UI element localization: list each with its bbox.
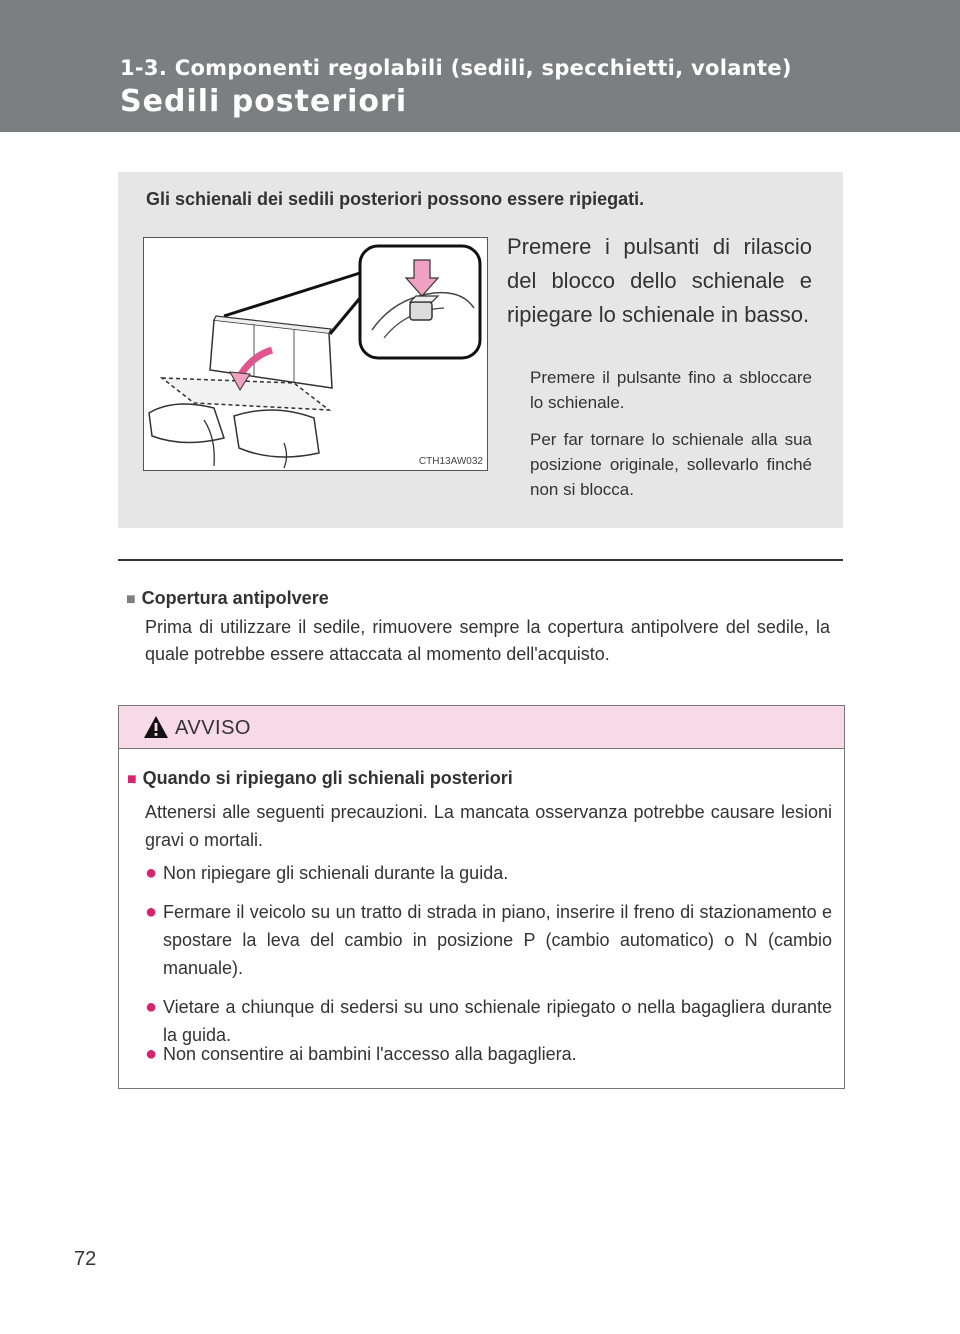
warning-bullet bbox=[145, 898, 832, 982]
warning-subtitle bbox=[127, 768, 513, 789]
warning-intro: Attenersi alle seguenti precauzioni. La mancata osservanza potrebbe causare lesioni gravi o mortali. bbox=[145, 802, 832, 850]
circle-bullet-icon: ● bbox=[145, 901, 158, 923]
note-body: Prima di utilizzare il sedile, rimuovere sempre la copertura antipolvere del sedile, la quale potrebbe essere attaccata al momento dell'acquisto. bbox=[145, 617, 830, 664]
note-title bbox=[126, 588, 329, 609]
instruction-text: Premere i pulsanti di rilascio del blocco dello schienale e ripiegare lo schienale in basso. bbox=[507, 234, 812, 327]
warning-subtitle-text: Quando si ripiegano gli schienali posteriori bbox=[142, 768, 513, 788]
illustration-code: CTH13AW032 bbox=[418, 456, 483, 467]
square-bullet-icon: ■ bbox=[126, 591, 136, 608]
warning-bullet bbox=[145, 859, 832, 887]
warning-label: AVVISO bbox=[175, 717, 251, 739]
square-bullet-icon: ■ bbox=[127, 771, 137, 788]
page-header bbox=[0, 0, 960, 132]
warning-box bbox=[118, 705, 845, 1089]
sub-note-2: Per far tornare lo schienale alla sua posizione originale, sollevarlo finché non si blocca. bbox=[530, 430, 812, 499]
page-title: Sedili posteriori bbox=[120, 84, 408, 119]
warning-bullet-text: Non ripiegare gli schienali durante la guida. bbox=[163, 863, 509, 883]
warning-bullet-text: Fermare il veicolo su un tratto di strada in piano, inserire il freno di stazionamento e spostare la leva del cambio in posizione P (cambio automatico) o N (cambio manuale). bbox=[163, 902, 832, 978]
circle-bullet-icon: ● bbox=[145, 1043, 158, 1065]
sub-note-1: Premere il pulsante fino a sbloccare lo schienale. bbox=[530, 368, 812, 412]
circle-bullet-icon: ● bbox=[145, 996, 158, 1018]
folding-seat-drawing bbox=[144, 238, 487, 470]
note-title-text: Copertura antipolvere bbox=[141, 588, 329, 608]
info-heading: Gli schienali dei sedili posteriori possono essere ripiegati. bbox=[146, 189, 645, 209]
warning-header bbox=[119, 706, 844, 749]
section-divider bbox=[118, 559, 843, 561]
section-label: 1-3. Componenti regolabili (sedili, specchietti, volante) bbox=[120, 56, 792, 80]
info-box bbox=[118, 172, 843, 528]
warning-triangle-icon bbox=[143, 715, 169, 739]
page-number: 72 bbox=[74, 1248, 97, 1270]
circle-bullet-icon: ● bbox=[145, 862, 158, 884]
warning-bullet-text: Non consentire ai bambini l'accesso alla bagagliera. bbox=[163, 1044, 577, 1064]
warning-bullet-text: Vietare a chiunque di sedersi su uno schienale ripiegato o nella bagagliera durante la guida. bbox=[163, 997, 832, 1045]
seat-illustration bbox=[143, 237, 488, 471]
warning-bullet bbox=[145, 1040, 832, 1068]
